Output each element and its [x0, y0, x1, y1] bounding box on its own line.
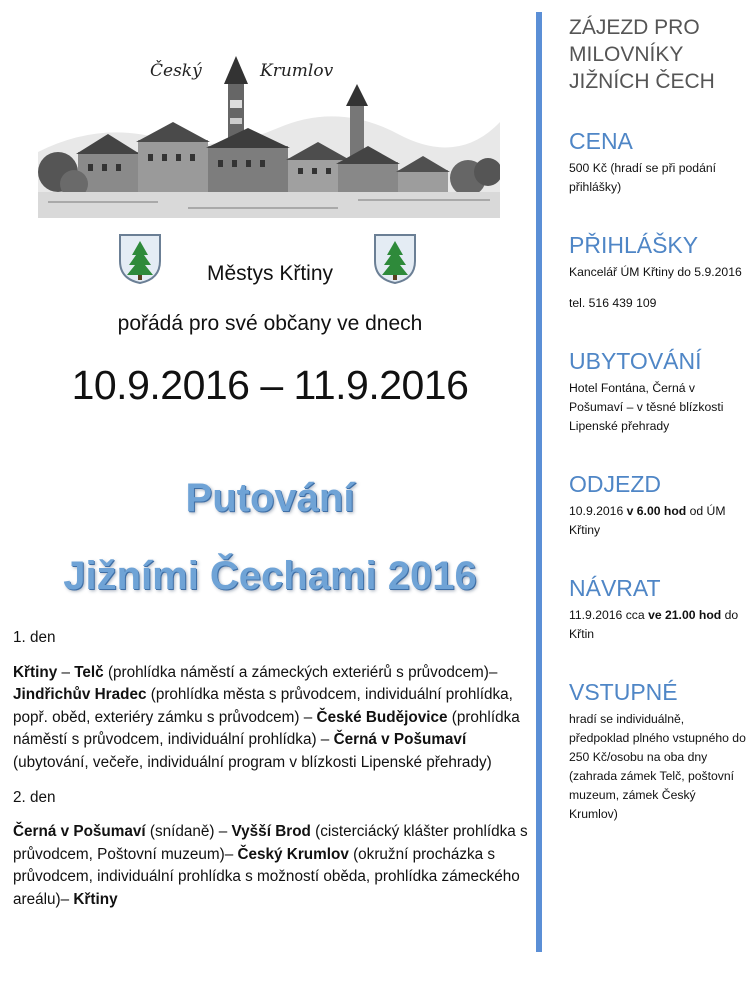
admission-text: hradí se individuálně, předpoklad plného vstupného do 250 Kč/osobu na oba dny (zahrada zámek Telč, poštovní muzeum, zámek Český Krumlov)	[569, 712, 746, 821]
place-name: Vyšší Brod	[231, 823, 311, 841]
place-name: Český Krumlov	[237, 845, 349, 863]
organizes-line: pořádá pro své občany ve dnech	[117, 312, 423, 335]
municipality-name: Městys Křtiny	[206, 262, 334, 285]
text-segment: (cisterciácký klášter prohlídka s průvodcem, Poštovní muzeum)–	[13, 823, 528, 863]
departure-section	[569, 470, 747, 540]
text-segment: –	[57, 663, 75, 681]
place-name: Telč	[74, 663, 104, 681]
price-text: 500 Kč (hradí se při podání přihlášky)	[569, 161, 717, 194]
admission-section	[569, 678, 747, 824]
accommodation-text: Hotel Fontána, Černá v Pošumaví – v těsné blízkosti Lipenské přehrady	[569, 381, 724, 433]
text-segment: 11.9.2016 cca	[569, 608, 649, 622]
departure-text	[569, 502, 747, 540]
text-segment: (prohlídka náměstí a zámeckých exteriérů s průvodcem)–	[103, 663, 498, 681]
day-1-text	[13, 662, 533, 775]
place-name: Černá v Pošumaví	[333, 731, 467, 749]
day-2-text	[13, 821, 533, 911]
price-heading: CENA	[569, 128, 633, 154]
text-segment: 10.9.2016	[569, 504, 627, 518]
place-name: Jindřichův Hradec	[13, 686, 147, 704]
text-segment: od ÚM Křtiny	[569, 504, 726, 537]
registration-section	[569, 231, 747, 313]
registration-heading: PŘIHLÁŠKY	[569, 232, 699, 258]
admission-heading: VSTUPNÉ	[569, 679, 678, 705]
text-segment: (prohlídka náměstí s průvodcem, individuální prohlídka) –	[13, 708, 520, 749]
text-segment: (ubytování, večeře, individuální program v blízkosti Lipenské přehrady)	[13, 753, 492, 771]
vertical-divider	[536, 12, 542, 952]
place-name: Křtiny	[73, 890, 118, 908]
accommodation-heading: UBYTOVÁNÍ	[569, 348, 702, 374]
sidebar-title-line: ZÁJEZD PRO	[569, 16, 700, 39]
text-segment: (prohlídka města s průvodcem, individuální prohlídka, popř. oběd, exteriéry zámku s průvodcem) –	[13, 686, 513, 726]
cesky-krumlov-illustration	[38, 42, 500, 218]
place-name: Křtiny	[13, 663, 58, 681]
day-1-heading: 1. den	[13, 629, 56, 646]
registration-phone: tel. 516 439 109	[569, 296, 657, 310]
sidebar-title	[569, 14, 747, 95]
text-segment: do Křtin	[569, 608, 739, 641]
text-segment: (snídaně) –	[145, 823, 232, 841]
price-section	[569, 127, 747, 197]
place-name: Černá v Pošumaví	[13, 823, 146, 841]
return-time: ve 21.00 hod	[648, 608, 722, 622]
accommodation-section	[569, 347, 747, 436]
return-heading: NÁVRAT	[569, 575, 661, 601]
place-name: České Budějovice	[316, 708, 448, 726]
title-line-2: Jižními Čechami 2016	[63, 554, 477, 598]
illustration-caption-left: Český	[150, 61, 202, 81]
event-dates: 10.9.2016 – 11.9.2016	[71, 362, 469, 408]
itinerary	[13, 627, 533, 924]
sidebar-title-line: JIŽNÍCH ČECH	[569, 70, 715, 93]
illustration-caption-right: Krumlov	[260, 61, 334, 81]
departure-time: v 6.00 hod	[626, 504, 687, 518]
title-line-1: Putování	[185, 476, 355, 520]
day-2-heading: 2. den	[13, 788, 56, 806]
departure-heading: ODJEZD	[569, 471, 661, 497]
return-section	[569, 574, 747, 644]
info-sidebar	[569, 14, 747, 858]
registration-text: Kancelář ÚM Křtiny do 5.9.2016	[569, 265, 742, 279]
return-text	[569, 606, 747, 644]
sidebar-title-line: MILOVNÍKY	[569, 43, 684, 66]
text-segment: (okružní procházka s průvodcem, individuální prohlídka s možností oběda, prohlídka zámeckého areálu)–	[13, 845, 520, 908]
